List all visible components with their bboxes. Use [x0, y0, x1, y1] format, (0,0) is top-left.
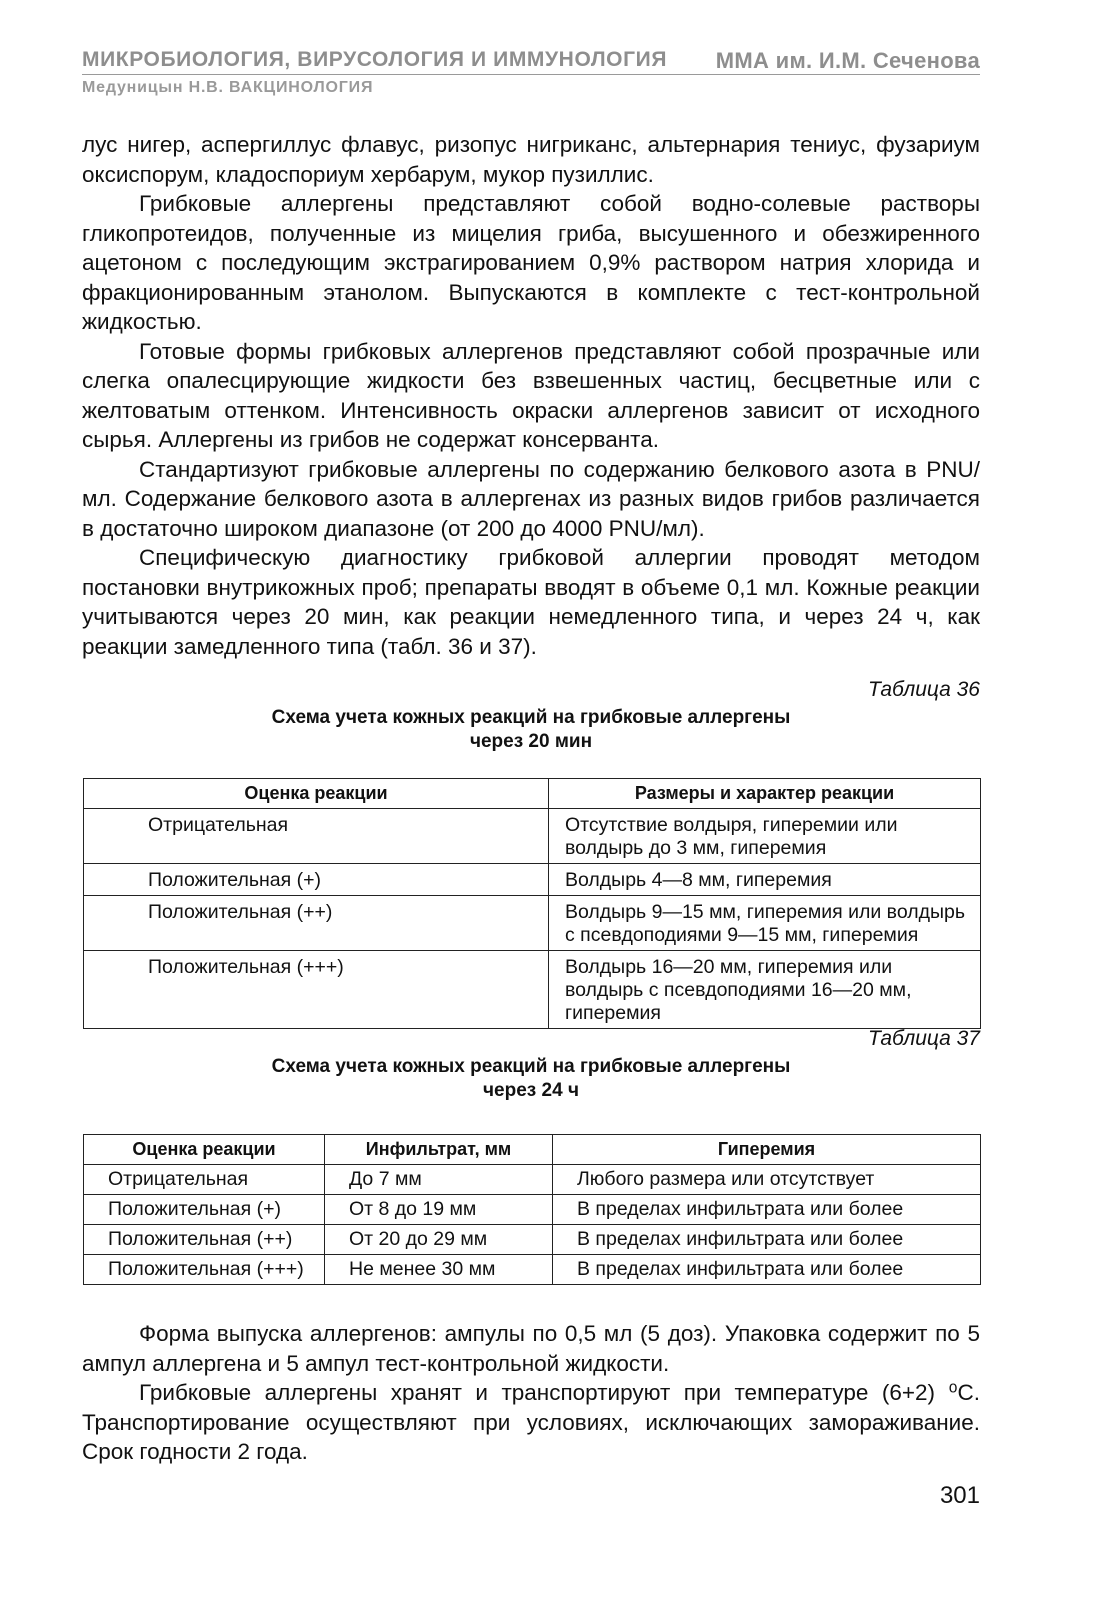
- table-row: [84, 809, 981, 864]
- header-book-title: Медуницын Н.В. ВАКЦИНОЛОГИЯ: [82, 79, 374, 96]
- table-cell: Любого размера или отсутствует: [553, 1165, 981, 1195]
- header-subject: МИКРОБИОЛОГИЯ, ВИРУСОЛОГИЯ И ИММУНОЛОГИЯ: [82, 48, 668, 71]
- paragraph: Грибковые аллергены представляют собой водно-солевые растворы гликопротеидов, полученные из мицелия гриба, высушенного и обезжиренного ацетоном с последующим экстрагированием 0,9% раствором натрия хлорида и фракционированным этанолом. Выпускаются в комплекте с тест-контрольной жидкостью.: [82, 191, 980, 334]
- table-cell: Отсутствие волдыря, гиперемии или волдырь до 3 мм, гиперемия: [549, 809, 981, 864]
- table-cell: Положительная (++): [84, 1225, 325, 1255]
- table-row: [84, 1255, 981, 1285]
- table36-title: [82, 706, 980, 754]
- table36-caption: Таблица 36: [867, 678, 980, 701]
- body-text: [82, 130, 980, 661]
- table-header-cell: Гиперемия: [553, 1135, 981, 1165]
- table36: [83, 778, 981, 1029]
- table-cell: В пределах инфильтрата или более: [553, 1195, 981, 1225]
- table-cell: Положительная (+++): [84, 951, 549, 1029]
- table-cell: Не менее 30 мм: [325, 1255, 553, 1285]
- table-header-row: [84, 779, 981, 809]
- table-header-cell: Оценка реакции: [84, 1135, 325, 1165]
- table-cell: До 7 мм: [325, 1165, 553, 1195]
- table-row: [84, 896, 981, 951]
- table-cell: Волдырь 4—8 мм, гиперемия: [549, 864, 981, 896]
- table-cell: Волдырь 16—20 мм, гиперемия или волдырь с псевдоподиями 16—20 мм, гиперемия: [549, 951, 981, 1029]
- table-header-cell: Инфильтрат, мм: [325, 1135, 553, 1165]
- running-header: [82, 48, 980, 75]
- table-cell: Волдырь 9—15 мм, гиперемия или волдырь с псевдоподиями 9—15 мм, гиперемия: [549, 896, 981, 951]
- table37: [83, 1134, 981, 1285]
- table-row: [84, 864, 981, 896]
- table-cell: От 20 до 29 мм: [325, 1225, 553, 1255]
- table-cell: Положительная (+): [84, 1195, 325, 1225]
- paragraph: Форма выпуска аллергенов: ампулы по 0,5 мл (5 доз). Упаковка содержит по 5 ампул аллергена и 5 ампул тест-контрольной жидкости.: [82, 1321, 980, 1376]
- table-header-cell: Размеры и характер реакции: [549, 779, 981, 809]
- table-row: [84, 951, 981, 1029]
- table37-title-line2: через 24 ч: [483, 1080, 579, 1101]
- table-row: [84, 1225, 981, 1255]
- table-cell: Отрицательная: [84, 1165, 325, 1195]
- paragraph: Готовые формы грибковых аллергенов представляют собой прозрачные или слегка опалесцирующие жидкости без взвешенных частиц, бесцветные или с желтоватым оттенком. Интенсивность окраски аллергенов зависит от исходного сырья. Аллергены из грибов не содержат консерванта.: [82, 338, 980, 452]
- table-cell: Положительная (+++): [84, 1255, 325, 1285]
- paragraph: Грибковые аллергены хранят и транспортируют при температуре (6+2) ⁰С. Транспортирование осуществляют при условиях, исключающих замораживание. Срок годности 2 года.: [82, 1380, 980, 1464]
- table-cell: В пределах инфильтрата или более: [553, 1225, 981, 1255]
- table36-title-line1: Схема учета кожных реакций на грибковые аллергены: [271, 707, 791, 728]
- closing-text: [82, 1319, 980, 1467]
- page-number: 301: [939, 1482, 980, 1509]
- table37-title: [82, 1055, 980, 1103]
- paragraph: Специфическую диагностику грибковой аллергии проводят методом постановки внутрикожных проб; препараты вводят в объеме 0,1 мл. Кожные реакции учитываются через 20 мин, как реакции немедленного типа, и через 24 ч, как реакции замедленного типа (табл. 36 и 37).: [82, 545, 980, 659]
- header-institution: ММА им. И.М. Сеченова: [715, 48, 980, 73]
- paragraph: лус нигер, аспергиллус флавус, ризопус нигриканс, альтернария тениус, фузариум оксиспорум, кладоспориум хербарум, мукор пузиллис.: [82, 132, 980, 187]
- table37-title-line1: Схема учета кожных реакций на грибковые аллергены: [271, 1056, 791, 1077]
- paragraph: Стандартизуют грибковые аллергены по содержанию белкового азота в PNU/мл. Содержание белкового азота в аллергенах из разных видов грибов различается в достаточно широком диапазоне (от 200 до 4000 PNU/мл).: [82, 456, 980, 541]
- table-cell: Отрицательная: [84, 809, 549, 864]
- table-cell: В пределах инфильтрата или более: [553, 1255, 981, 1285]
- table36-title-line2: через 20 мин: [469, 731, 593, 752]
- table-cell: От 8 до 19 мм: [325, 1195, 553, 1225]
- table37-caption: Таблица 37: [867, 1027, 980, 1050]
- table-header-row: [84, 1135, 981, 1165]
- table-cell: Положительная (+): [84, 864, 549, 896]
- table-row: [84, 1195, 981, 1225]
- table-header-cell: Оценка реакции: [84, 779, 549, 809]
- table-cell: Положительная (++): [84, 896, 549, 951]
- table-row: [84, 1165, 981, 1195]
